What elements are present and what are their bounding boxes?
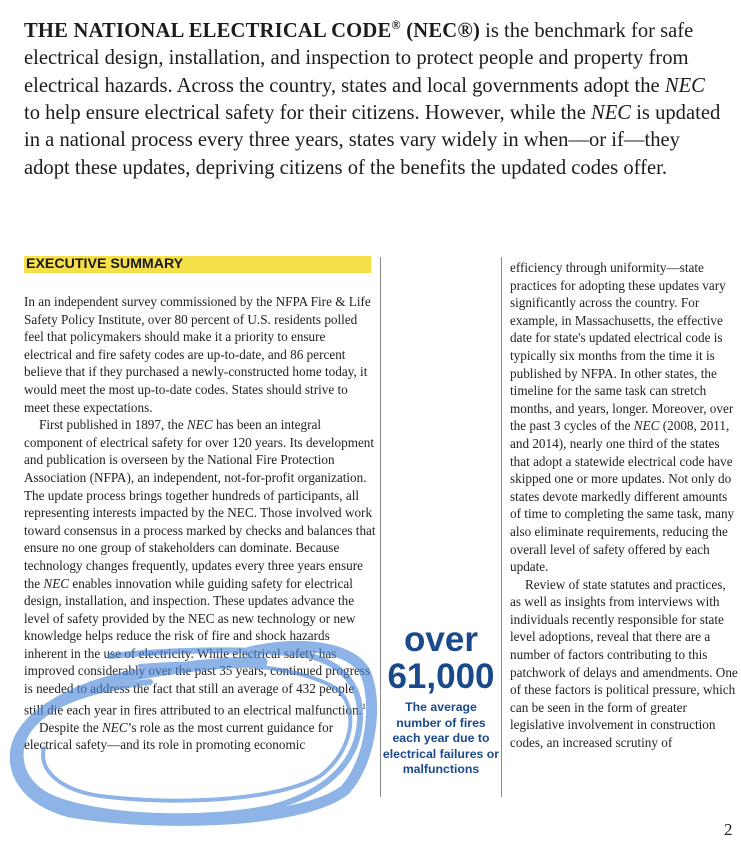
left-paragraph-2: First published in 1897, the NEC has been an integral component of electrical safety for over 120 years. Its development and publication is overseen by the National Fire Protection Association (NFPA), an independent, not-for-profit organization. The update process brings together hundreds of participants, all representing interests impacted by the NEC. Those involved work toward consensus in a process marked by checks and balances that ensure no one group of stakeholders can dominate. Because technology changes frequently, updates every three years ensure the NEC enables innovation while guiding safety for electrical design, installation, and inspection. These updates advance the level of safety provided by the NEC as new technology or new knowledge helps reduce the risk of fire and shock hazards inherent in the use of electricity. While electrical safety has improved considerably over the past 35 years, continued progress is needed to address the fact that still an average of 432 people still die each year in fires attributed to an electrical malfunction.$^1$ bbox=[24, 417, 376, 718]
column-divider-right bbox=[501, 257, 502, 797]
callout-number: 61,000 bbox=[387, 657, 495, 696]
intro-text-1: is the benchmark for safe electrical design, installation, and inspection to protect people and property from electrical hazards. Across the country, states and local governments adopt the bbox=[24, 19, 694, 97]
intro-lead-title: THE NATIONAL ELECTRICAL CODE® (NEC®) bbox=[24, 18, 480, 42]
page-number: 2 bbox=[724, 820, 733, 839]
right-column bbox=[510, 259, 738, 752]
left-paragraph-1: In an independent survey commissioned by the NFPA Fire & Life Safety Policy Institute, over 80 percent of U.S. residents polled feel that policymakers should make it a priority to ensure electrical and fire safety codes are up-to-date, and 86 percent believe that if they purchased a newly-constructed home today, it would meet the most up-to-date codes. States should strive to meet these expectations. bbox=[24, 294, 371, 415]
left-column bbox=[24, 293, 376, 754]
intro-paragraph bbox=[24, 12, 724, 182]
intro-text-3: is updated in a national process every three years, states vary widely in when—or if—they adopt these updates, depriving citizens of the benefits the updated codes offer. bbox=[24, 102, 721, 179]
right-paragraph-2: Review of state statutes and practices, as well as insights from interviews with individuals recently responsible for state level adoptions, reveal that there are a number of factors contributing to this patchwork of delays and amendments. One of these factors is political pressure, which can be seen in the form of greater legislative involvement in construction codes, an increased scrutiny of bbox=[510, 576, 738, 751]
section-heading-text: EXECUTIVE SUMMARY bbox=[26, 256, 184, 272]
callout-caption: The average number of fires each year due to electrical failures or malfunctions bbox=[382, 700, 500, 777]
statistic-callout bbox=[381, 622, 501, 778]
footnote-marker: 1 bbox=[361, 701, 366, 711]
right-paragraph-1: efficiency through uniformity—state practices for adopting these updates vary significantly across the country. For example, in Massachusetts, the effective date for state's updated electrical code is typically six months from the time it is published by NFPA. In other states, the timeline for the same task can stretch months, and years, longer. Moreover, over the past 3 cycles of the NEC (2008, 2011, and 2014), nearly one third of the states that adopt a statewide electrical code have skipped one or more updates. Not only do states devote markedly different amounts of time to completing the same task, many also eliminate requirements, reducing the overall level of safety offered by each update. bbox=[510, 260, 735, 575]
callout-over: over bbox=[404, 620, 478, 659]
intro-nec-2: NEC bbox=[590, 102, 632, 125]
left-paragraph-3: Despite the NEC’s role as the most current guidance for electrical safety—and its role in promoting economic bbox=[24, 719, 334, 753]
executive-summary-heading bbox=[24, 256, 371, 273]
intro-text-2: to help ensure electrical safety for their citizens. However, while the bbox=[24, 102, 591, 125]
intro-nec-1: NEC bbox=[664, 74, 705, 97]
